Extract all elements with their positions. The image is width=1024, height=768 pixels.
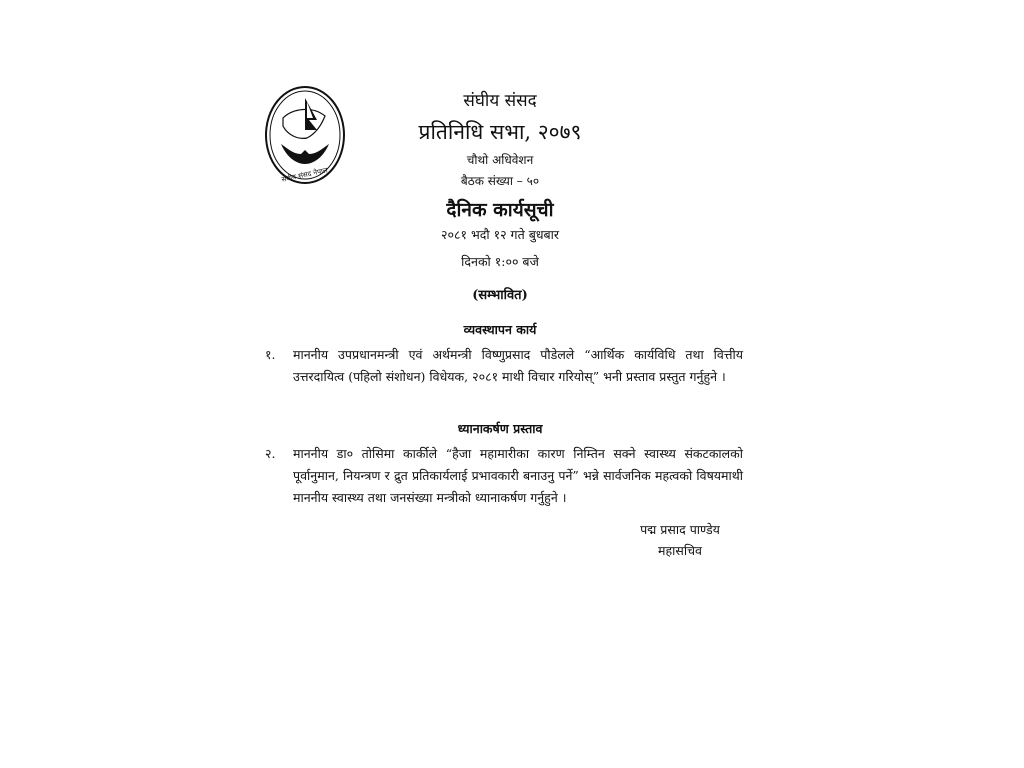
house-title: प्रतिनिधि सभा, २०७९ [418,120,582,144]
agenda-item-text: माननीय डा० तोसिमा कार्कीले “हैजा महामारीका कारण निम्तिन सक्ने स्वास्थ्य संकटकालको पूर्वानुमान, नियन्त्रण र द्रुत प्रतिकार्यलाई प्रभावकारी बनाउनु पर्ने” भन्ने सार्वजनिक महत्वको विषयमाथी माननीय स्वास्थ्य तथा जनसंख्या मन्त्रीको ध्यानाकर्षण गर्नुहुने । [293,446,743,505]
agenda-date: २०८१ भदौ १२ गते बुधबार [440,227,560,242]
emblem-text: संघीय संसद नेपाल [280,166,329,184]
agenda-item-number: १. [265,347,276,362]
agenda-title: दैनिक कार्यसूची [446,199,554,221]
parliament-name: संघीय संसद [463,91,537,111]
parliament-emblem-icon [263,84,347,186]
probable-label: (सम्भावित) [472,288,528,303]
session-label: चौथो अधिवेशन [466,153,534,167]
signatory-title: महासचिव [658,543,702,558]
agenda-item-2 [265,443,745,513]
signatory-name: पद्म प्रसाद पाण्डेय [640,522,720,537]
section-heading-attention-motion: ध्यानाकर्षण प्रस्ताव [457,421,543,436]
agenda-item-number: २. [265,446,276,461]
agenda-item-1 [265,344,745,414]
sitting-number: बैठक संख्या – ५० [460,174,540,188]
agenda-time: दिनको १:०० बजे [461,254,539,269]
section-heading-legislative: व्यवस्थापन कार्य [463,322,537,337]
agenda-item-text: माननीय उपप्रधानमन्त्री एवं अर्थमन्त्री विष्णुप्रसाद पौडेलले “आर्थिक कार्यविधि तथा वित्तीय उत्तरदायित्व (पहिलो संशोधन) विधेयक, २०८१ माथी विचार गरियोस्” भनी प्रस्ताव प्रस्तुत गर्नुहुने । [293,347,743,384]
